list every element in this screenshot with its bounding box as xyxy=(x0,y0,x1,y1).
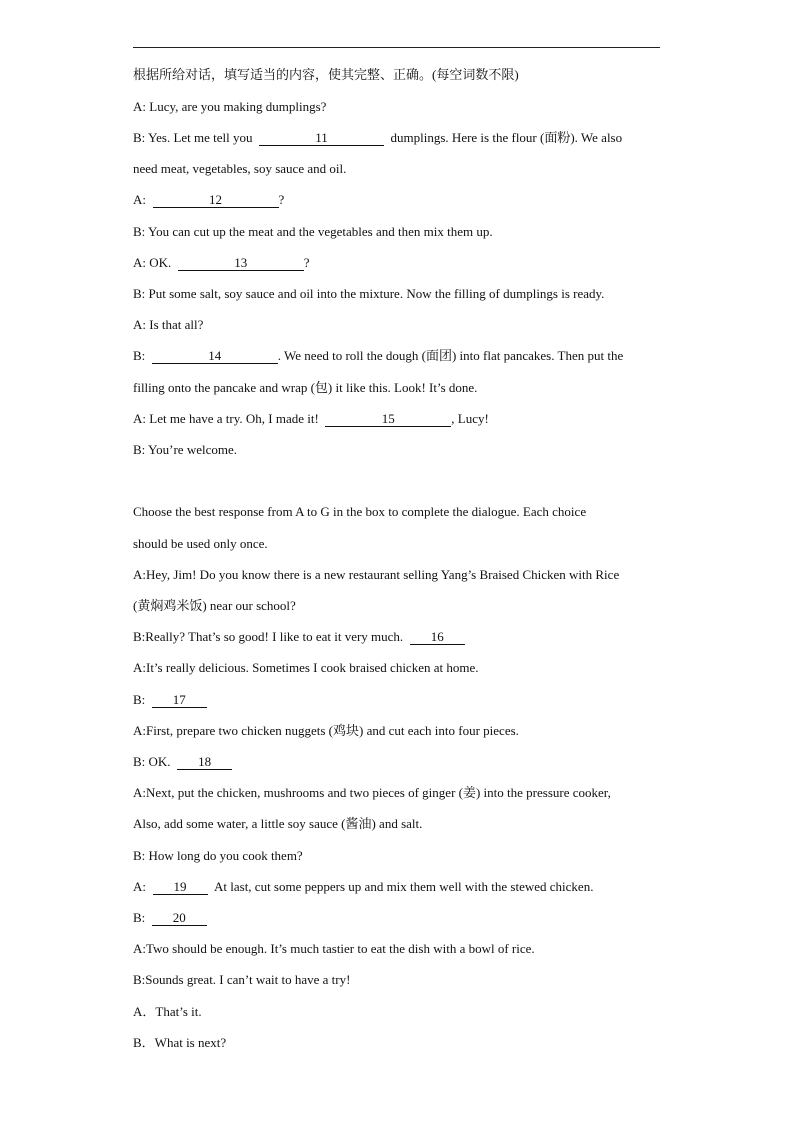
dialogue-line: A:First, prepare two chicken nuggets (鸡块) and cut each into four pieces. xyxy=(133,723,519,738)
line-text: A: OK. xyxy=(133,255,172,270)
line-text: ? xyxy=(303,255,310,270)
dialogue-line xyxy=(133,754,232,770)
answer-blank-20[interactable]: 20 xyxy=(152,911,207,926)
line-text: A: xyxy=(133,192,146,207)
line-text: dumplings. Here is the flour (面粉). We also xyxy=(390,130,623,145)
dialogue-line: filling onto the pancake and wrap (包) it like this. Look! It’s done. xyxy=(133,380,478,395)
line-text: B: xyxy=(133,692,146,707)
dialogue-line xyxy=(133,692,207,708)
dialogue-line xyxy=(133,879,593,895)
dialogue-line: B: You’re welcome. xyxy=(133,442,237,457)
section2-instruction: Choose the best response from A to G in the box to complete the dialogue. Each choice xyxy=(133,504,587,519)
answer-blank-19[interactable]: 19 xyxy=(153,880,208,895)
line-text: B: xyxy=(133,910,146,925)
dialogue-line: A: Is that all? xyxy=(133,317,204,332)
option-a: A．That’s it. xyxy=(133,1004,202,1019)
dialogue-line: B:Sounds great. I can’t wait to have a try! xyxy=(133,972,351,987)
dialogue-line: B: How long do you cook them? xyxy=(133,848,303,863)
dialogue-line xyxy=(133,192,284,208)
dialogue-line: (黄焖鸡米饭) near our school? xyxy=(133,598,296,613)
dialogue-line xyxy=(133,411,489,427)
dialogue-line xyxy=(133,130,622,146)
line-text: . We need to roll the dough (面团) into flat pancakes. Then put the xyxy=(277,348,624,363)
dialogue-line: A:Next, put the chicken, mushrooms and two pieces of ginger (姜) into the pressure cooker, xyxy=(133,785,611,800)
dialogue-line: A: Lucy, are you making dumplings? xyxy=(133,99,327,114)
answer-blank-17[interactable]: 17 xyxy=(152,693,207,708)
dialogue-line: need meat, vegetables, soy sauce and oil. xyxy=(133,161,347,176)
line-text: , Lucy! xyxy=(451,411,489,426)
line-text: B: Yes. Let me tell you xyxy=(133,130,253,145)
answer-blank-14[interactable]: 14 xyxy=(152,349,278,364)
line-text: B: OK. xyxy=(133,754,171,769)
answer-blank-15[interactable]: 15 xyxy=(325,412,451,427)
dialogue-line xyxy=(133,255,310,271)
dialogue-line: B: You can cut up the meat and the vegetables and then mix them up. xyxy=(133,224,493,239)
dialogue-line xyxy=(133,348,623,364)
dialogue-line: A:Hey, Jim! Do you know there is a new restaurant selling Yang’s Braised Chicken with Rice xyxy=(133,567,620,582)
answer-blank-18[interactable]: 18 xyxy=(177,755,232,770)
dialogue-line: Also, add some water, a little soy sauce (酱油) and salt. xyxy=(133,816,423,831)
section1-instruction: 根据所给对话，填写适当的内容，使其完整、正确。(每空词数不限) xyxy=(133,67,519,82)
line-text: A: Let me have a try. Oh, I made it! xyxy=(133,411,319,426)
top-rule xyxy=(133,47,660,48)
line-text: A: xyxy=(133,879,146,894)
line-text: B:Really? That’s so good! I like to eat it very much. xyxy=(133,629,404,644)
section2-instruction: should be used only once. xyxy=(133,536,268,551)
line-text: At last, cut some peppers up and mix them well with the stewed chicken. xyxy=(214,879,594,894)
answer-blank-16[interactable]: 16 xyxy=(410,630,465,645)
dialogue-line: A:Two should be enough. It’s much tastier to eat the dish with a bowl of rice. xyxy=(133,941,535,956)
line-text: ? xyxy=(278,192,285,207)
answer-blank-11[interactable]: 11 xyxy=(259,131,384,146)
dialogue-line xyxy=(133,910,207,926)
line-text: B: xyxy=(133,348,146,363)
dialogue-line: A:It’s really delicious. Sometimes I cook braised chicken at home. xyxy=(133,660,479,675)
option-b: B．What is next? xyxy=(133,1035,227,1050)
dialogue-line: B: Put some salt, soy sauce and oil into the mixture. Now the filling of dumplings is ready. xyxy=(133,286,605,301)
answer-blank-12[interactable]: 12 xyxy=(153,193,279,208)
answer-blank-13[interactable]: 13 xyxy=(178,256,304,271)
dialogue-line xyxy=(133,629,465,645)
